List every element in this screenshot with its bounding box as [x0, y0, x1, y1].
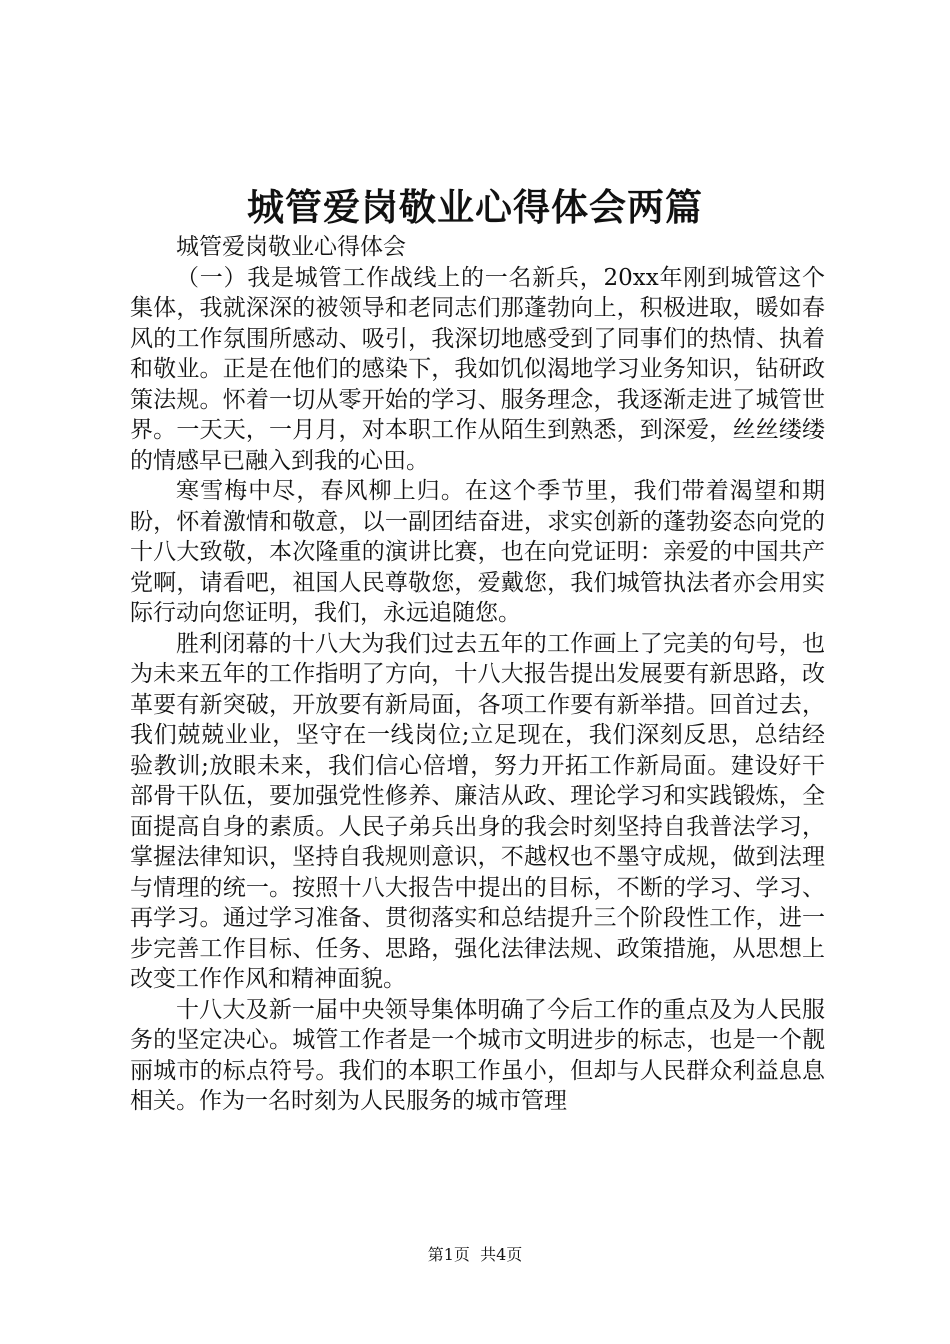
- paragraph-4: 十八大及新一届中央领导集体明确了今后工作的重点及为人民服务的坚定决心。城管工作者是一个城市文明进步的标志，也是一个靓丽城市的标点符号。我们的本职工作虽小，但却与人民群众利益息息相关。作为一名时刻为人民服务的城市管理: [130, 996, 825, 1114]
- paragraph-3: 胜利闭幕的十八大为我们过去五年的工作画上了完美的句号，也为未来五年的工作指明了方向，十八大报告提出发展要有新思路，改革要有新突破，开放要有新局面，各项工作要有新举措。回首过去，我们兢兢业业，坚守在一线岗位;立足现在，我们深刻反思，总结经验教训;放眼未来，我们信心倍增，努力开拓工作新局面。建设好干部骨干队伍，要加强党性修养、廉洁从政、理论学习和实践锻炼，全面提高自身的素质。人民子弟兵出身的我会时刻坚持自我普法学习，掌握法律知识，坚持自我规则意识，不越权也不墨守成规，做到法理与情理的统一。按照十八大报告中提出的目标，不断的学习、学习、再学习。通过学习准备、贯彻落实和总结提升三个阶段性工作，进一步完善工作目标、任务、思路，强化法律法规、政策措施，从思想上改变工作作风和精神面貌。: [130, 630, 825, 992]
- page-footer: [0, 1245, 950, 1265]
- paragraph-2: 寒雪梅中尽，春风柳上归。在这个季节里，我们带着渴望和期盼，怀着激情和敬意，以一副团结奋进，求实创新的蓬勃姿态向党的十八大致敬，本次隆重的演讲比赛，也在向党证明：亲爱的中国共产党啊，请看吧，祖国人民尊敬您，爱戴您，我们城管执法者亦会用实际行动向您证明，我们，永远追随您。: [130, 478, 825, 626]
- document-title: 城管爱岗敬业心得体会两篇: [247, 186, 703, 229]
- document-body: [130, 232, 825, 1117]
- page-number-label: 第1页 共4页: [427, 1245, 523, 1264]
- paragraph-1: （一）我是城管工作战线上的一名新兵，20xx年刚到城管这个集体，我就深深的被领导和老同志们那蓬勃向上，积极进取，暖如春风的工作氛围所感动、吸引，我深切地感受到了同事们的热情、执着和敬业。正是在他们的感染下，我如饥似渴地学习业务知识，钻研政策法规。怀着一切从零开始的学习、服务理念，我逐渐走进了城管世界。一天天，一月月，对本职工作从陌生到熟悉，到深爱，丝丝缕缕的情感早已融入到我的心田。: [130, 264, 825, 474]
- section-heading: 城管爱岗敬业心得体会: [176, 234, 406, 260]
